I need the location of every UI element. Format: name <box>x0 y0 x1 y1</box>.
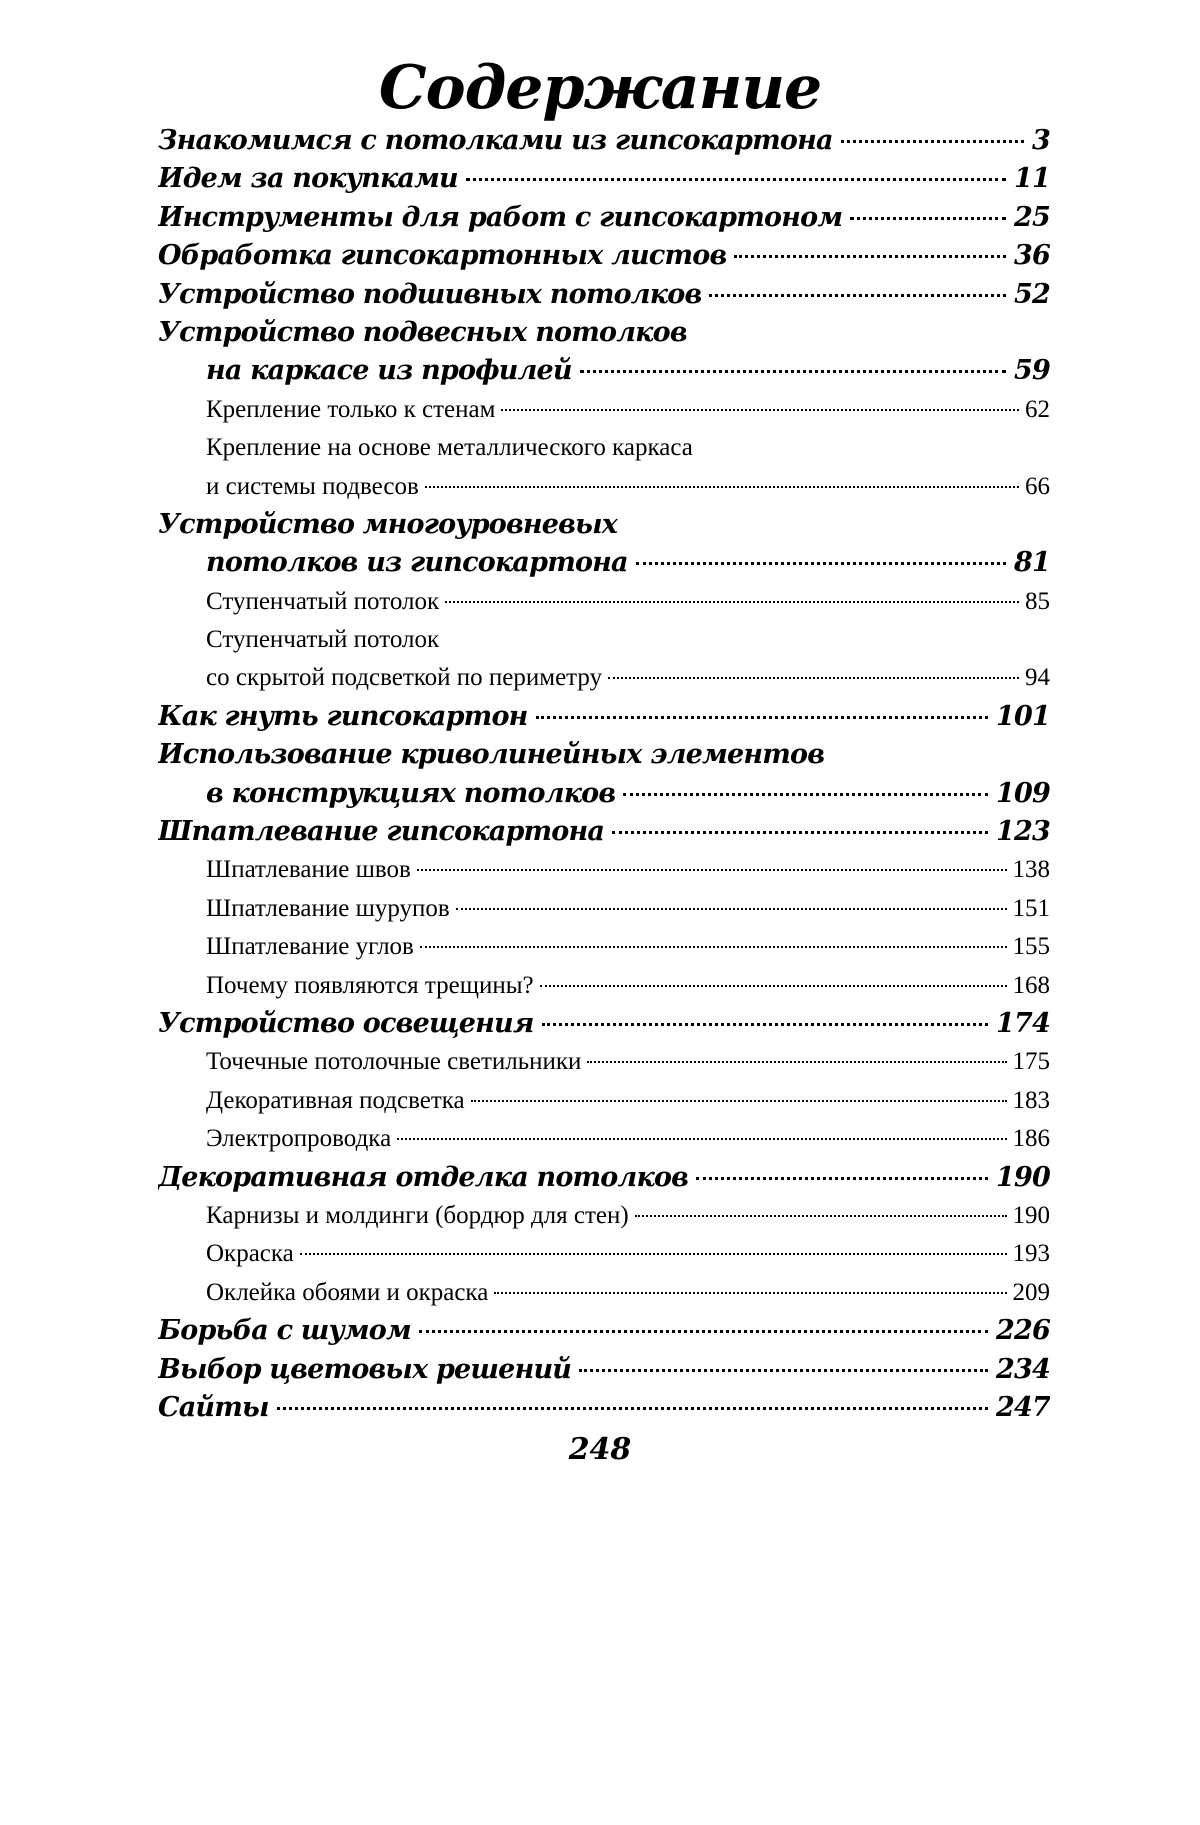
toc-entry-title: Декоративная подсветка <box>206 1086 465 1114</box>
toc-entry-title: Окраска <box>206 1240 294 1268</box>
toc-entry <box>158 1235 1050 1273</box>
dot-leader <box>709 294 1006 297</box>
toc-entry-title: со скрытой подсветкой по периметру <box>206 664 603 692</box>
toc-entry-title: Устройство подшивных потолков <box>158 278 702 310</box>
dot-leader <box>300 1253 1007 1255</box>
toc-entry-page: 175 <box>1012 1048 1050 1076</box>
dot-leader <box>841 140 1024 143</box>
toc-entry-page: 226 <box>996 1315 1050 1347</box>
toc-entry-page: 109 <box>996 777 1050 809</box>
dot-leader <box>420 946 1007 948</box>
toc-entry <box>158 1351 1050 1389</box>
toc-entry <box>158 237 1050 275</box>
toc-entry-title: Точечные потолочные светильники <box>206 1048 582 1076</box>
toc-entry <box>158 659 1050 697</box>
toc-entry-title: Шпатлевание углов <box>206 933 414 961</box>
dot-leader <box>540 985 1007 987</box>
toc-entry <box>158 506 1050 544</box>
dot-leader <box>536 716 988 719</box>
toc-entry-title: Устройство многоуровневых <box>158 508 618 540</box>
page-number: 248 <box>568 1432 632 1467</box>
toc-entry-title: Электропроводка <box>206 1125 392 1153</box>
toc-entry-page: 174 <box>996 1007 1050 1039</box>
toc-entry-title: и системы подвесов <box>206 472 419 500</box>
toc-entry-page: 123 <box>996 816 1050 848</box>
toc-entry <box>158 199 1050 237</box>
toc-entry-page: 209 <box>1012 1278 1050 1306</box>
dot-leader <box>397 1138 1006 1140</box>
dot-leader <box>580 370 1006 373</box>
toc-entry-page: 66 <box>1025 472 1050 500</box>
toc-entry <box>158 276 1050 314</box>
toc-entry <box>158 621 1050 659</box>
page-title: Содержание <box>378 53 822 124</box>
toc-entry-title: Крепление на основе металлического каркаса <box>206 434 693 462</box>
toc-entry-page: 186 <box>1012 1125 1050 1153</box>
toc-entry <box>158 736 1050 774</box>
dot-leader <box>850 217 1006 220</box>
toc-entry-title: Оклейка обоями и окраска <box>206 1278 489 1306</box>
toc-entry <box>158 468 1050 506</box>
toc-entry-page: 190 <box>996 1161 1050 1193</box>
toc-entry <box>158 967 1050 1005</box>
dot-leader <box>542 1023 988 1026</box>
dot-leader <box>417 869 1007 871</box>
dot-leader <box>471 1100 1007 1102</box>
toc-entry-title: Инструменты для работ с гипсокартоном <box>158 201 843 233</box>
toc-entry <box>158 698 1050 736</box>
toc-entry <box>158 1082 1050 1120</box>
toc-entry <box>158 583 1050 621</box>
toc-entry-page: 234 <box>996 1353 1050 1385</box>
toc-entry <box>158 890 1050 928</box>
toc-entry-title: на каркасе из профилей <box>206 355 572 387</box>
toc-entry-title: Как гнуть гипсокартон <box>158 700 528 732</box>
dot-leader <box>734 255 1006 258</box>
dot-leader <box>425 486 1019 488</box>
toc-entry-title: в конструкциях потолков <box>206 777 616 809</box>
toc-entry <box>158 1043 1050 1081</box>
dot-leader <box>612 831 988 834</box>
toc-entry <box>158 1312 1050 1350</box>
toc-entry-title: Идем за покупками <box>158 163 458 195</box>
toc-entry-page: 94 <box>1025 664 1050 692</box>
toc-entry <box>158 775 1050 813</box>
toc-entry-title: Устройство подвесных потолков <box>158 316 687 348</box>
toc-entry-page: 62 <box>1025 395 1050 423</box>
dot-leader <box>587 1061 1006 1063</box>
toc-entry <box>158 544 1050 582</box>
toc-entry <box>158 1120 1050 1158</box>
dot-leader <box>623 793 988 796</box>
toc-entry <box>158 160 1050 198</box>
toc-entry <box>158 1005 1050 1043</box>
dot-leader <box>445 601 1019 603</box>
toc-entry-page: 138 <box>1012 856 1050 884</box>
table-of-contents <box>158 122 1050 1427</box>
toc-entry-page: 247 <box>996 1391 1050 1423</box>
toc-entry-page: 36 <box>1014 240 1050 272</box>
toc-entry-page: 155 <box>1012 933 1050 961</box>
dot-leader <box>579 1369 988 1372</box>
toc-entry-title: Борьба с шумом <box>158 1315 411 1347</box>
toc-entry-title: Шпатлевание шурупов <box>206 894 450 922</box>
dot-leader <box>419 1330 988 1333</box>
dot-leader <box>494 1292 1006 1294</box>
toc-entry <box>158 928 1050 966</box>
toc-entry <box>158 1159 1050 1197</box>
toc-entry-title: Знакомимся с потолками из гипсокартона <box>158 125 833 156</box>
toc-entry <box>158 314 1050 352</box>
toc-entry-title: Ступенчатый потолок <box>206 626 440 654</box>
toc-entry-page: 52 <box>1014 278 1050 310</box>
toc-entry <box>158 429 1050 467</box>
dot-leader <box>608 677 1019 679</box>
toc-entry-title: Крепление только к стенам <box>206 395 496 423</box>
toc-entry <box>158 352 1050 390</box>
toc-entry <box>158 851 1050 889</box>
toc-entry-page: 183 <box>1012 1086 1050 1114</box>
dot-leader <box>501 409 1019 411</box>
toc-entry <box>158 813 1050 851</box>
toc-entry-title: Сайты <box>158 1391 269 1423</box>
toc-entry <box>158 1389 1050 1427</box>
toc-entry-page: 11 <box>1014 163 1050 195</box>
toc-entry-title: Устройство освещения <box>158 1007 534 1039</box>
toc-entry-page: 85 <box>1025 587 1050 615</box>
toc-entry-page: 101 <box>996 700 1050 732</box>
toc-entry-title: Шпатлевание швов <box>206 856 411 884</box>
toc-entry <box>158 1274 1050 1312</box>
dot-leader <box>635 1215 1007 1217</box>
toc-entry-page: 193 <box>1012 1240 1050 1268</box>
toc-entry-title: Шпатлевание гипсокартона <box>158 816 605 848</box>
toc-entry-page: 3 <box>1032 125 1050 156</box>
toc-entry <box>158 1197 1050 1235</box>
toc-entry-title: потолков из гипсокартона <box>206 547 628 579</box>
dot-leader <box>456 908 1007 910</box>
toc-entry <box>158 391 1050 429</box>
toc-entry-page: 168 <box>1012 971 1050 999</box>
toc-entry-title: Почему появляются трещины? <box>206 971 534 999</box>
toc-entry-page: 59 <box>1014 355 1050 387</box>
toc-entry-title: Декоративная отделка потолков <box>158 1161 689 1193</box>
toc-entry-title: Использование криволинейных элементов <box>158 739 825 771</box>
toc-entry-title: Ступенчатый потолок <box>206 587 440 615</box>
toc-entry-title: Обработка гипсокартонных листов <box>158 240 727 272</box>
toc-entry-page: 25 <box>1014 201 1050 233</box>
dot-leader <box>696 1177 988 1180</box>
toc-entry-page: 190 <box>1012 1201 1050 1229</box>
toc-entry-title: Карнизы и молдинги (бордюр для стен) <box>206 1201 629 1229</box>
dot-leader <box>636 562 1006 565</box>
toc-entry-page: 81 <box>1014 547 1050 579</box>
dot-leader <box>277 1407 988 1410</box>
dot-leader <box>466 178 1006 181</box>
toc-entry <box>158 122 1050 160</box>
toc-entry-page: 151 <box>1012 894 1050 922</box>
toc-entry-title: Выбор цветовых решений <box>158 1353 572 1385</box>
